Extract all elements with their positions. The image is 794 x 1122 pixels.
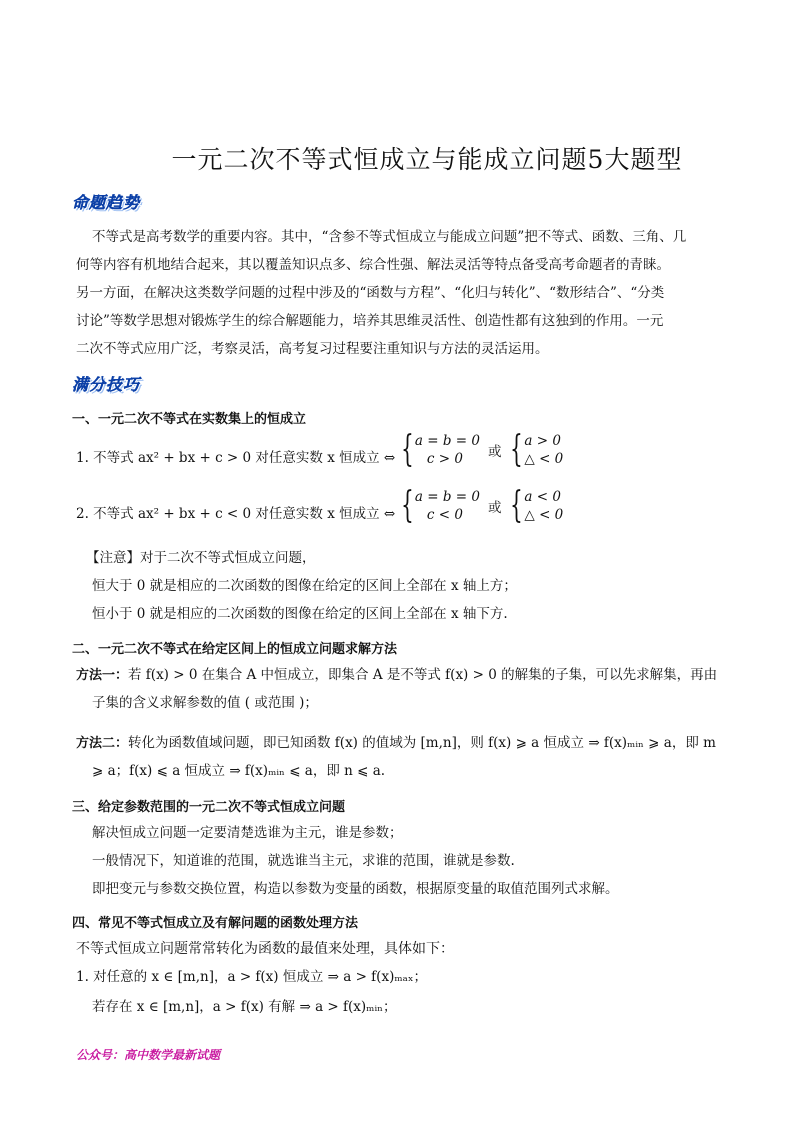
brace-icon: { xyxy=(401,485,414,526)
s4-intro: 不等式恒成立问题常常转化为函数的最值来处理，具体如下： xyxy=(76,941,454,957)
section-heading-1: 一、一元二次不等式在实数集上的恒成立 xyxy=(72,412,307,427)
method-2-line-2: ⩾ a；f(x) ⩽ a 恒成立 ⇒ f(x)ₘᵢₙ ⩽ a，即 n ⩽ a. xyxy=(92,763,386,779)
brace-icon: { xyxy=(510,429,524,470)
s1-item-1: 1. 不等式 ax² + bx + c > 0 对任意实数 x 恒成立 ⇔ xyxy=(76,450,396,466)
intro-line-1: 不等式是高考数学的重要内容。其中，“含参不等式恒成立与能成立问题”把不等式、函数、三角、几 xyxy=(92,229,687,245)
brace-icon: { xyxy=(401,429,414,470)
s1-item-2: 2. 不等式 ax² + bx + c < 0 对任意实数 x 恒成立 ⇔ xyxy=(76,506,396,522)
s3-line-3: 即把变元与参数交换位置，构造以参数为变量的函数，根据原变量的取值范围列式求解。 xyxy=(92,881,619,897)
system-b: a > 0 △ < 0 xyxy=(524,433,564,467)
method-1-line-2: 子集的含义求解参数的值 ( 或范围 )； xyxy=(92,695,318,711)
s4-item-1b: 若存在 x ∈ [m,n]，a > f(x) 有解 ⇒ a > f(x)ₘᵢₙ； xyxy=(92,999,397,1015)
s3-line-1: 解决恒成立问题一定要清楚选谁为主元，谁是参数； xyxy=(92,825,403,841)
note-line-2: 恒大于 0 就是相应的二次函数的图像在给定的区间上全部在 x 轴上方； xyxy=(92,578,517,594)
system-b: a < 0 △ < 0 xyxy=(524,489,564,523)
section-heading-2: 二、一元二次不等式在给定区间上的恒成立问题求解方法 xyxy=(72,642,398,657)
section-heading-3: 三、给定参数范围的一元二次不等式恒成立问题 xyxy=(72,800,346,815)
section-heading-4: 四、常见不等式恒成立及有解问题的函数处理方法 xyxy=(72,916,359,931)
method-2-label: 方法二： xyxy=(76,736,129,751)
note-line-3: 恒小于 0 就是相应的二次函数的图像在给定的区间上全部在 x 轴下方. xyxy=(92,606,508,622)
note-line-1: 【注意】对于二次不等式恒成立问题， xyxy=(86,550,316,566)
footer-watermark: 公众号：高中数学最新试题 xyxy=(76,1048,221,1062)
intro-line-2: 何等内容有机地结合起来，其以覆盖知识点多、综合性强、解法灵活等特点备受高考命题者的青睐。 xyxy=(76,257,670,273)
intro-line-5: 二次不等式应用广泛，考察灵活，高考复习过程要注重知识与方法的灵活运用。 xyxy=(76,341,549,357)
system-a: a = b = 0 c > 0 xyxy=(414,433,480,467)
method-2-line-1: 方法二：转化为函数值域问题，即已知函数 f(x) 的值域为 [m,n]，则 f(x) ⩾ a 恒成立 ⇒ f(x)ₘᵢₙ ⩾ a，即 m xyxy=(76,735,716,751)
tips-badge: 满分技巧 xyxy=(72,375,141,394)
intro-line-3: 另一方面，在解决这类数学问题的过程中涉及的“函数与方程”、“化归与转化”、“数形结合”、“分类 xyxy=(76,285,665,301)
intro-line-4: 讨论”等数学思想对锻炼学生的综合解题能力，培养其思维灵活性、创造性都有这独到的作用。一元 xyxy=(76,313,664,329)
s3-line-2: 一般情况下，知道谁的范围，就选谁当主元，求谁的范围，谁就是参数. xyxy=(92,853,515,869)
trend-badge: 命题趋势 xyxy=(72,193,141,212)
page-title: 一元二次不等式恒成立与能成立问题5大题型 xyxy=(171,145,683,174)
system-a: a = b = 0 c < 0 xyxy=(414,489,480,523)
s1-item-1-systems: { a = b = 0 c > 0 或 { a > 0 △ < 0 xyxy=(401,429,564,470)
s1-item-2-systems: { a = b = 0 c < 0 或 { a < 0 △ < 0 xyxy=(401,485,564,526)
s4-item-1: 1. 对任意的 x ∈ [m,n]，a > f(x) 恒成立 ⇒ a > f(x)ₘₐₓ； xyxy=(76,969,428,985)
method-1-line-1: 方法一：若 f(x) > 0 在集合 A 中恒成立，即集合 A 是不等式 f(x) > 0 的解集的子集，可以先求解集，再由 xyxy=(76,667,718,683)
method-1-label: 方法一： xyxy=(76,668,129,683)
brace-icon: { xyxy=(510,485,524,526)
